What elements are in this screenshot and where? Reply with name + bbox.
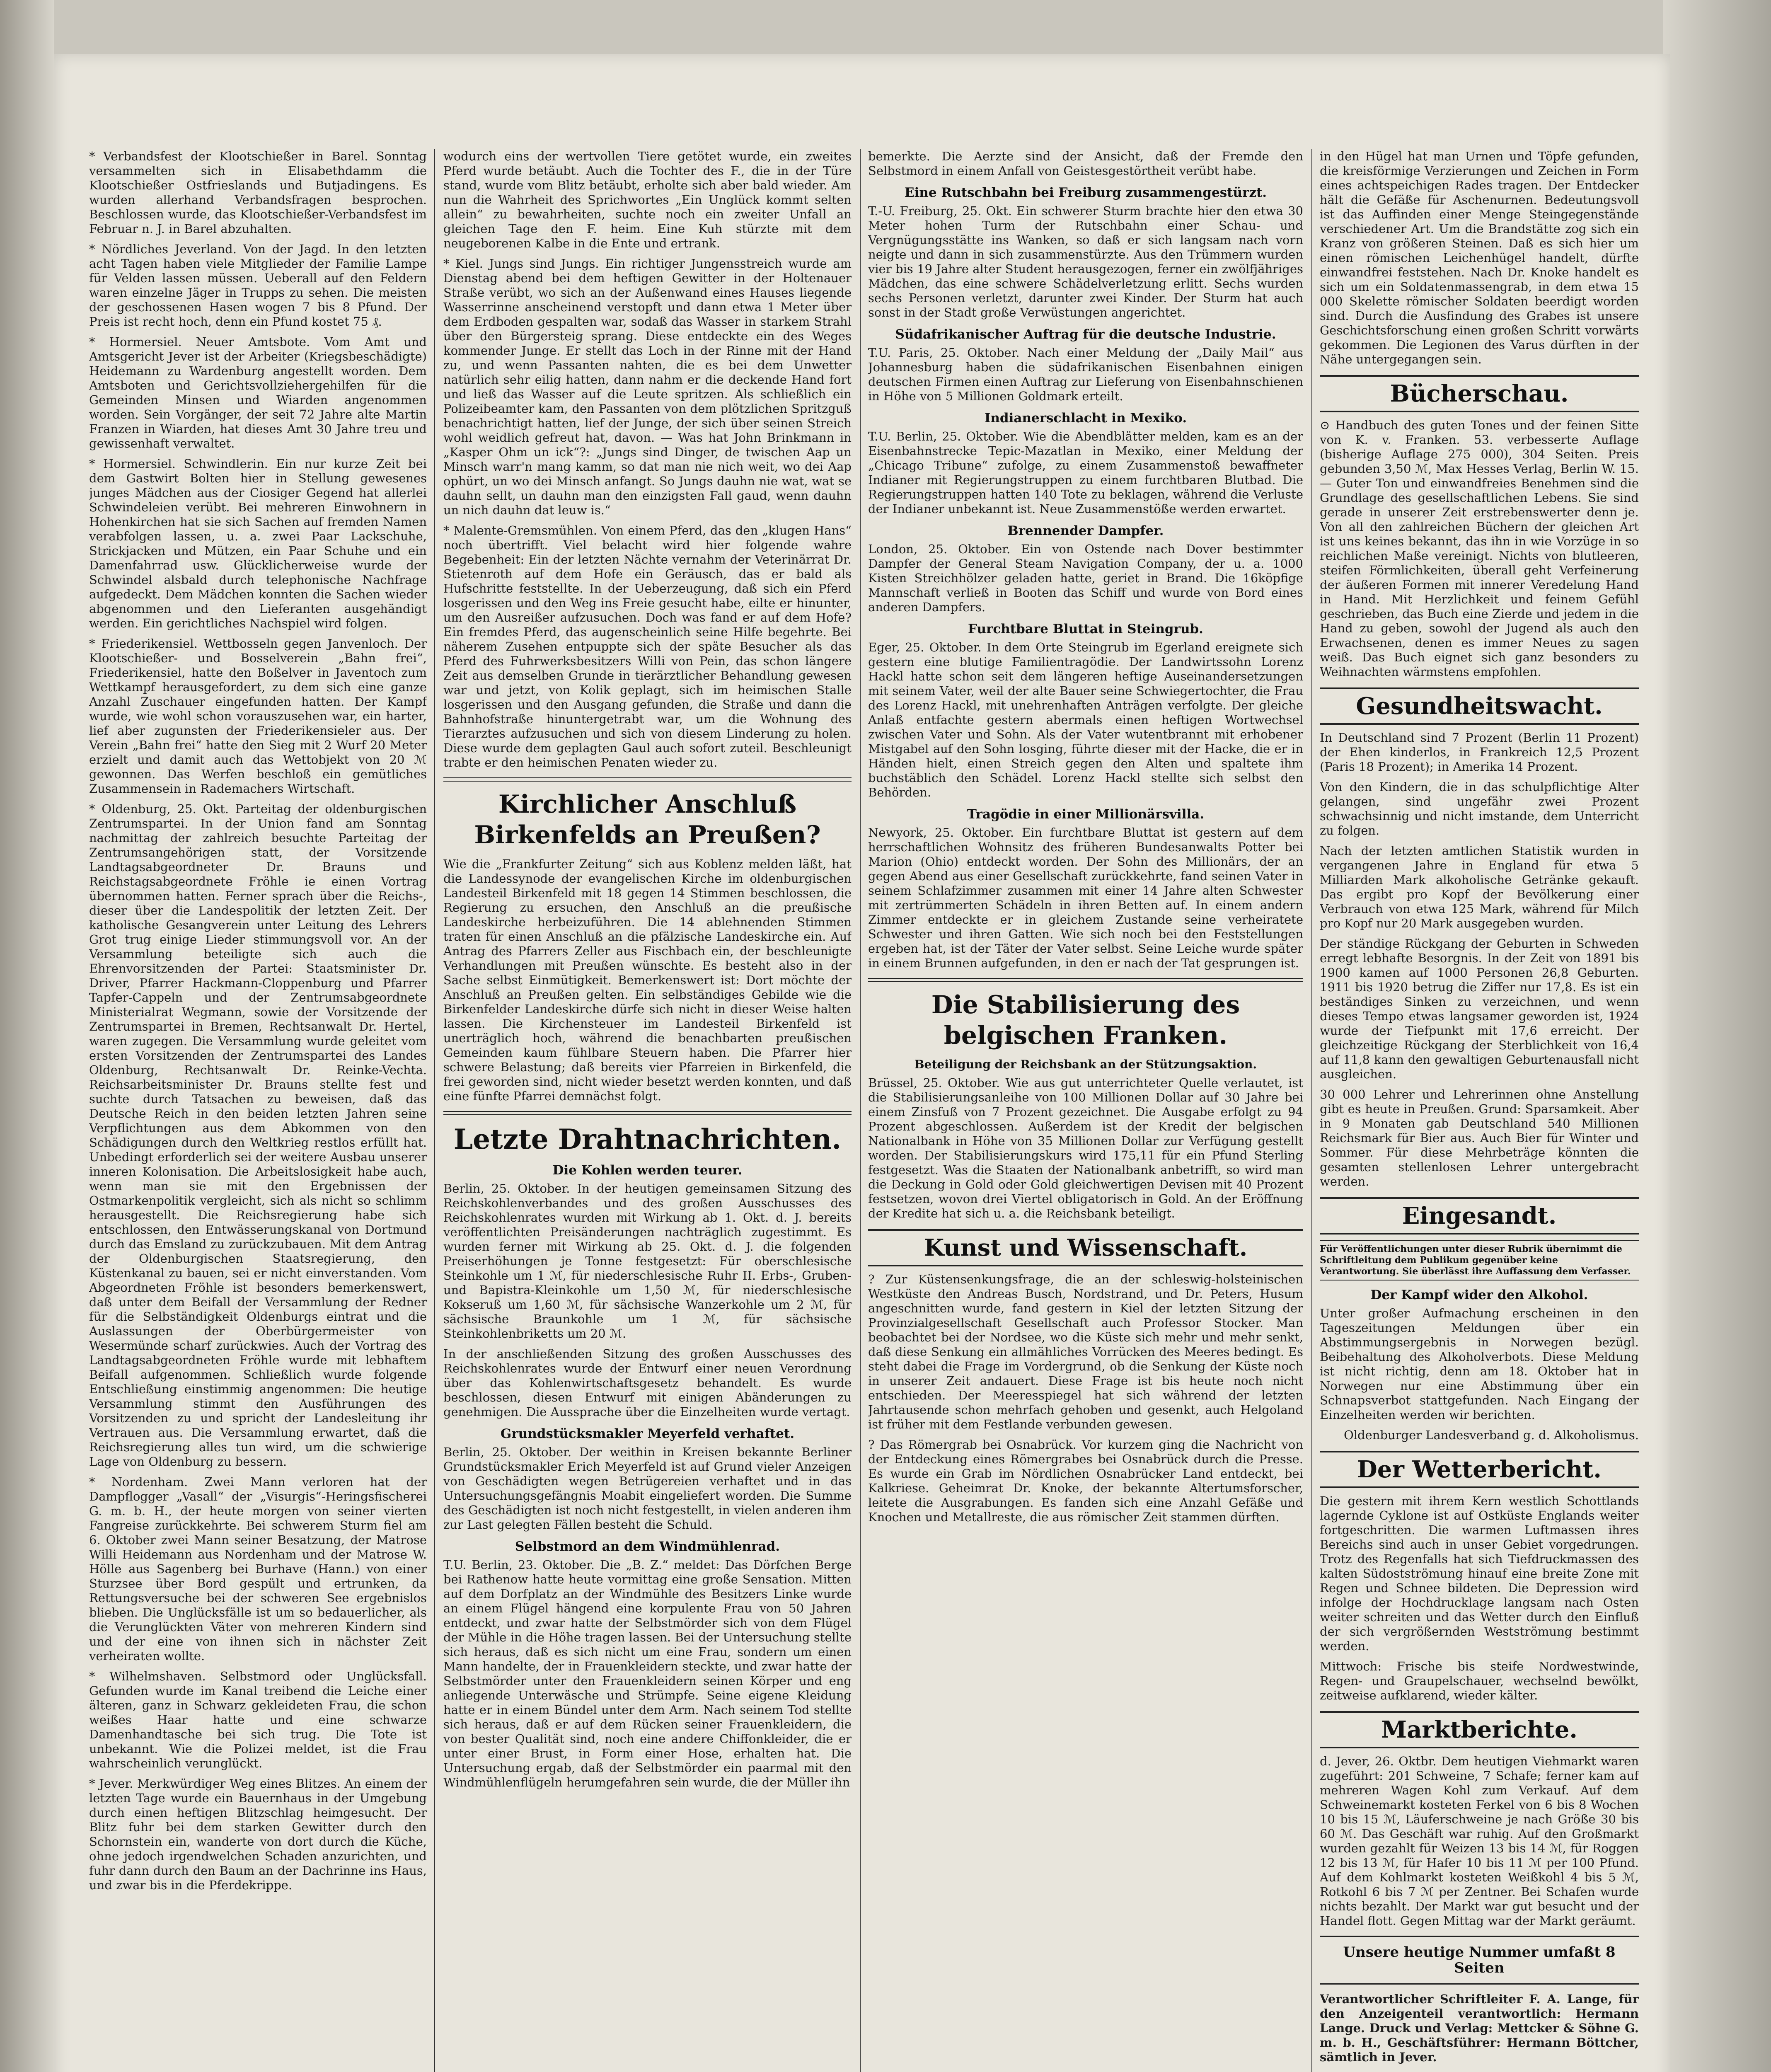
wire-item: T.U. Berlin, 23. Oktober. Die „B. Z.“ meldet: Das Dörfchen Berge bei Rathenow hatte heute vormittag eine große Sensation. Mitten auf dem Dorfplatz an der Windmühle des Besitzers Linke wurde an einem Flügel hängend eine korpulente Frau von 50 Jahren entdeckt, und zwar hatte der Selbstmörder sich von dem Flügel der Mühle in die Höhe tragen lassen. Bei der Untersuchung stellte sich heraus, daß es sich nicht um eine Frau, sondern um einen Mann handelte, der in Frauenkleidern steckte, und zwar hatte der Selbstmörder unter den Frauenkleidern seinen Körper und eng anliegende Unterwäsche und Strümpfe. Seine eigene Kleidung hatte er in einem Bündel unter dem Arm. Nach seinem Tod stellte sich heraus, daß er auf dem Rücken seiner Frauenkleidern, die von bester Qualität sind, noch eine andere Chiffonkleider, die er unter einer Brust, in Form einer Hose, erhalten hat. Die Untersuchung ergab, daß der Selbstmörder ein paarmal mit den Windmühlenflügeln herumgefahren sein wurde, die der Müller ihn [443,1558,852,1789]
wire-subheadline: Südafrikanischer Auftrag für die deutsche Industrie. [895,327,1276,342]
news-item: * Nordenham. Zwei Mann verloren hat der Dampflogger „Vasall“ der „Visurgis“-Heringsfischerei G. m. b. H., der heute morgen von seiner vierten Fangreise zurückkehrte. Bei schwerem Sturm fiel am 6. Oktober zwei Mann seiner Besatzung, der Matrose Willi Heidemann aus Nordenham und der Matrose W. Hölle aus Sagenberg bei Burhave (Hann.) von einer Sturzsee über Bord gespült und ertrunken, da Rettungsversuche bei der schweren See ergebnislos blieben. Die Unglücksfälle ist um so bedauerlicher, als die Verunglückten Väter von mehreren Kindern sind und der eine von ihnen sich in nächster Zeit verheiraten wollte. [89,1475,427,1663]
wire-subheadline: Die Kohlen werden teurer. [552,1163,743,1178]
news-item: * Hormersiel. Neuer Amtsbote. Vom Amt und Amtsgericht Jever ist der Arbeiter (Kriegsbeschädigte) Heidemann zu Wardenburg angestellt worden. Dem Amtsboten und Gerichtsvollziehergehilfen für die Gemeinden Minsen und Wiarden angenommen worden. Sein Vorgänger, der seit 72 Jahre alte Martin Franzen in Wiarden, hat dieses Amt 30 Jahre treu und gewissenhaft verwaltet. [89,335,427,450]
news-item: * Wilhelmshaven. Selbstmord oder Unglücksfall. Gefunden wurde im Kanal treibend die Leiche einer älteren, ganz in Schwarz gekleideten Frau, die schon weißes Haar hatte und eine schwarze Damenhandtasche bei sich trug. Die Tote ist unbekannt. Wie die Polizei meldet, ist die Frau wahrscheinlich verunglückt. [89,1669,427,1770]
culture-item: ? Zur Küstensenkungsfrage, die an der schleswig-holsteinischen Westküste den Andreas Busch, Nordstrand, und Dr. Peters, Husum angeschnitten wurde, fand gestern in Kiel der letzten Sitzung der Provinzialgesellschaft Gesellschaft auch Professor Stocker. Man beobachtet bei der Nordsee, wo die Küste sich mehr und mehr senkt, daß diese Senkung ein allmähliches Vorrücken des Meeres bedingt. Es steht dabei die Frage im Vordergrund, ob die Senkung der Küste noch in unserer Zeit andauert. Diese Frage ist bis heute noch nicht entschieden. Der Meeresspiegel hat sich während der letzten Jahrtausende schon mehrfach gehoben und gesenkt, auch Helgoland ist früher mit dem Festlande verbunden gewesen. [868,1272,1303,1431]
column-2 [443,149,852,2072]
weather-report: Die gestern mit ihrem Kern westlich Schottlands lagernde Cyklone ist auf Ostküste Englands weiter fortgeschritten. Die warmen Luftmassen ihres Bereichs sind auch in unser Gebiet vorgedrungen. Trotz des Regenfalls hat sich Tiefdruckmassen des kalten Südostströmung hinauf eine breite Zone mit Regen und Schnee bildeten. Die Depression wird infolge der Hochdrucklage langsam nach Osten weiter schreiten und das Wetter durch den Einfluß der sich vergrößernden Westströmung bestimmt werden. [1320,1494,1639,1653]
wire-subheadline: Eine Rutschbahn bei Freiburg zusammengestürzt. [904,185,1267,200]
scan-right-shadow [1663,0,1771,2072]
article-body: Brüssel, 25. Oktober. Wie aus gut unterrichteter Quelle verlautet, ist die Stabilisierungsanleihe von 100 Millionen Dollar auf 30 Jahre bei einem Zinsfuß von 7 Prozent gezeichnet. Die Ausgabe erfolgt zu 94 Prozent abgeschlossen. Außerdem ist der Kredit der belgischen Nationalbank in Höhe von 35 Millionen Dollar zur Verfügung gestellt worden. Der Stabilisierungskurs wird 175,11 für ein Pfund Sterling festgesetzt. Was die Staaten der Nationalbank anbetrifft, so wird man die Deckung in Gold oder Gold gleichwertigen Devisen mit 40 Prozent festsetzen, wovon drei Viertel obligatorisch in Gold. An der Eröffnung der Kredite hat sich u. a. die Reichsbank beteiligt. [868,1076,1303,1220]
wire-item: Eger, 25. Oktober. In dem Orte Steingrub im Egerland ereignete sich gestern eine blutige Familientragödie. Der Landwirtssohn Lorenz Hackl hatte schon seit dem längeren heftige Auseinandersetzungen mit seinem Vater, weil der alte Bauer seine Schwiegertochter, die Frau des Lorenz Hackl, mit unehrenhaften Anträgen verfolgte. Der gleiche Anlaß entfachte gestern abermals einen heftigen Wortwechsel zwischen Vater und Sohn. Als der Vater wutentbrannt mit erhobener Mistgabel auf den Sohn losging, führte dieser mit der Hacke, die er in Händen hielt, einen Streich gegen den Alten und spaltete ihm buchstäblich den Schädel. Lorenz Hackl stellte sich selbst den Behörden. [868,640,1303,799]
article-subheadline: Beteiligung der Reichsbank an der Stützungsaktion. [914,1058,1257,1071]
news-item: * Oldenburg, 25. Okt. Parteitag der oldenburgischen Zentrumspartei. In der Union fand am Sonntag nachmittag der zahlreich besuchte Parteitag der Zentrumsangehörigen statt, der Vorsitzende Landtagsabgeordneter Dr. Brauns und Reichstagsabgeordnete Fröhle ie einen Vortrag übernommen hatten. Ferner sprach über die Reichs-, dieser über die Landespolitik der letzten Zeit. Der katholische Gesangverein unter Leitung des Lehrers Grot trug einige Lieder stimmungsvoll vor. An der Versammlung beteiligte sich auch die Ehrenvorsitzenden der Partei: Staatsminister Dr. Driver, Pfarrer Hackmann-Cloppenburg und Pfarrer Tapfer-Cappeln und der Zentrumsabgeordnete Ministerialrat Wegmann, sowie der Vorsitzende der Zentrumspartei in Bremen, Rechtsanwalt Dr. Hertel, waren zugegen. Die Versammlung wurde geleitet vom ersten Vorsitzenden der Zentrumspartei des Landes Oldenburg, Rechtsanwalt Dr. Reinke-Vechta. Reichsarbeitsminister Dr. Brauns stellte fest und suchte durch Tatsachen zu beweisen, daß das Deutsche Reich in den beiden letzten Jahren seine Verpflichtungen aus dem Abkommen von den Schädigungen durch den Weltkrieg restlos erfüllt hat. Unbedingt erforderlich sei der weitere Ausbau unserer inneren Kolonisation. Die Arbeitslosigkeit habe auch, wenn man sie mit den Ergebnissen der Ostmarkenpolitik vergleicht, sich als nicht so schlimm herausgestellt. Die Reichsregierung habe sich entschlossen, den Entwässerungskanal von Dortmund durch das Emsland zu zurückzubauen. Mit dem Antrag der Oldenburgischen Staatsregierung, den Küstenkanal zu bauen, sei er nicht einverstanden. Vom Abgeordneten Fröhle ist besonders bemerkenswert, daß unter dem Beifall der Versammlung der Redner für die Selbständigkeit Oldenburgs eintrat und die Auslassungen der Oberbürgermeister von Wesermünde scharf zurückwies. Auch der Vortrag des Landtagsabgeordneten Fröhle wurde mit lebhaftem Beifall aufgenommen. Schließlich wurde folgende Entschließung einstimmig angenommen: Die heutige Versammlung stimmt den Ausführungen des Vorsitzenden zu und spricht der Landesleitung ihr Vertrauen aus. Die Versammlung erwartet, daß die Reichsregierung alles tun wird, um die schwierige Lage von Oldenburg zu bessern. [89,802,427,1469]
editorial-disclaimer: Für Veröffentlichungen unter dieser Rubrik übernimmt die Schriftleitung dem Publikum gegenüber keine Verantwortung. Sie überlässt ihre Auffassung dem Verfasser. [1320,1240,1639,1280]
culture-item: in den Hügel hat man Urnen und Töpfe gefunden, die kreisförmige Verzierungen und Zeichen in Form eines achtspeichigen Rades tragen. Der Entdecker hält die Gefäße für Aschenurnen. Bedeutungsvoll ist das Auffinden einer Menge Steingegenstände verschiedener Art. Um die Brandstätte zog sich ein Kranz von größeren Steinen. Daß es sich hier um einen römischen Leichenhügel handelt, dürfte einwandfrei feststehen. Nach Dr. Knoke handelt es sich um ein Soldatenmassengrab, in dem etwa 15 000 Skelette römischer Soldaten beerdigt worden sind. Durch die Ausfindung des Grabes ist unsere Geschichtsforschung einen großen Schritt vorwärts gekommen. Die Legionen des Varus dürften in der Nähe untergegangen sein. [1320,149,1639,366]
wire-subheadline: Tragödie in einer Millionärsvilla. [967,807,1205,822]
section-heading: Gesundheitswacht. [1320,687,1639,725]
wire-item: bemerkte. Die Aerzte sind der Ansicht, daß der Fremde den Selbstmord in einem Anfall von Geistesgestörtheit verübt habe. [868,149,1303,178]
market-report: d. Jever, 26. Oktbr. Dem heutigen Viehmarkt waren zugeführt: 201 Schweine, 7 Schafe; ferner kam auf mehreren Wagen Kohl zum Verkauf. Auf dem Schweinemarkt kosteten Ferkel von 6 bis 8 Wochen 10 bis 15 ℳ, Läuferschweine je nach Größe 30 bis 60 ℳ. Das Geschäft war ruhig. Auf den Großmarkt wurden gezahlt für Weizen 13 bis 14 ℳ, für Roggen 12 bis 13 ℳ, für Hafer 10 bis 11 ℳ per 100 Pfund. Auf dem Kohlmarkt kosteten Weißkohl 4 bis 5 ℳ, Rotkohl 6 bis 7 ℳ per Zentner. Bei Schafen wurde nichts bezahlt. Der Markt war gut besucht und der Handel flott. Gegen Mittag war der Markt geräumt. [1320,1754,1639,1928]
section-heading: Der Wetterbericht. [1320,1451,1639,1488]
section-divider [868,978,1303,982]
column-rule [434,149,435,2072]
article-headline: Kirchlicher Anschluß Birkenfelds an Preußen? [474,790,821,850]
issue-page-count: Unsere heutige Nummer umfaßt 8 Seiten [1343,1944,1616,1976]
article-headline: Die Stabilisierung des belgischen Franken. [931,990,1240,1050]
book-review: ⊙ Handbuch des guten Tones und der feinen Sitte von K. v. Franken. 53. verbesserte Auflage (bisherige Auflage 275 000), 304 Seiten. Preis gebunden 3,50 ℳ, Max Hesses Verlag, Berlin W. 15. — Guter Ton und einwandfreies Benehmen sind die Grundlage des gesellschaftlichen Lebens. Sie sind gerade in unserer Zeit erstrebenswerter denn je. Von all den zahlreichen Büchern der gleichen Art ist uns keines bekannt, das ihn in wie Vorzüge in so reichlichen Maße vereinigt. Nichts von blutleeren, steifen Förmlichkeiten, überall geht Verfeinerung der äußeren Formen mit innerer Veredelung Hand in Hand. Mit Herzlichkeit und feinem Gefühl geschrieben, das Buch eine Zierde und jedem in die Hand zu geben, sowohl der Jugend als auch den Erwachsenen, denen es immer Neues zu sagen weiß. Das Buch eignet sich ganz besonders zu Weihnachten wärmstens empfohlen. [1320,418,1639,679]
health-item: 30 000 Lehrer und Lehrerinnen ohne Anstellung gibt es heute in Preußen. Grund: Sparsamkeit. Aber in 9 Monaten gab Deutschland 540 Millionen Reichsmark für Bier aus. Auch Bier für Winter und Sommer. Für diese Mehrbeträge könnten die gesamten stellenlosen Lehrer untergebracht werden. [1320,1087,1639,1188]
wire-item: London, 25. Oktober. Ein von Ostende nach Dover bestimmter Dampfer der General Steam Navigation Company, der u. a. 1000 Kisten Streichhölzer geladen hatte, geriet in Brand. Die 16köpfige Mannschaft verließ in Booten das Schiff und wurde von Bord eines anderen Dampfers. [868,542,1303,614]
health-item: Nach der letzten amtlichen Statistik wurden in vergangenen Jahre in England für etwa 5 Milliarden Mark alkoholische Getränke gekauft. Das ergibt pro Kopf der Bevölkerung einer Verbrauch von etwa 125 Mark, während für Milch pro Kopf nur 20 Mark ausgegeben wurden. [1320,844,1639,930]
wire-subheadline: Brennender Dampfer. [1007,523,1164,538]
letter-signature: Oldenburger Landesverband g. d. Alkoholismus. [1343,1428,1639,1442]
wire-subheadline: Grundstücksmakler Meyerfeld verhaftet. [500,1426,795,1441]
wire-item: Newyork, 25. Oktober. Ein furchtbare Bluttat ist gestern auf dem herrschaftlichen Wohnsitz des früheren Bundesanwalts Potter bei Marion (Ohio) entdeckt worden. Der Sohn des Millionärs, der an gegen Abend aus einer Gesellschaft zurückkehrte, fand seinen Vater in seinem Schlafzimmer zusammen mit einer 14 Jahre alten Schwester mit zertrümmerten Schädeln in ihren Betten auf. In einem andern Zimmer entdeckte er in gleichem Zustande seine verheiratete Schwester und ihren Gatten. Wie sich noch bei den Feststellungen ergeben hat, ist der Täter der Vater selbst. Seine Leiche wurde später in einem Brunnen aufgefunden, in den er nach der Tat gesprungen ist. [868,825,1303,970]
section-heading: Eingesandt. [1320,1197,1639,1234]
news-item: * Hormersiel. Schwindlerin. Ein nur kurze Zeit bei dem Gastwirt Bolten hier in Stellung gewesenes junges Mädchen aus der Ciosiger Gegend hat allerlei Schwindeleien verübt. Bei mehreren Einwohnern in Hohenkirchen hat sie sich Sachen auf fremden Namen verabfolgen lassen, u. a. zwei Paar Lackschuhe, Strickjacken und Mützen, ein Paar Schuhe und ein Damenfahrrad usw. Glücklicherweise wurde der Schwindel alsbald durch telephonische Nachfrage aufgedeckt. Dem Mädchen konnten die Sachen wieder abgenommen und den Lieferanten ausgehändigt werden. Ein gerichtliches Nachspiel wird folgen. [89,457,427,630]
wire-item: T.U. Berlin, 25. Oktober. Wie die Abendblätter melden, kam es an der Eisenbahnstrecke Tepic-Mazatlan in Mexiko, einer Meldung der „Chicago Tribune“ zufolge, zu einem Zusammenstoß bewaffneter Indianer mit Regierungstruppen zu einem furchtbaren Blutbad. Die Regierungstruppen hatten 140 Tote zu beklagen, während die Verluste der Indianer unbekannt ist. Neue Zusammenstöße werden erwartet. [868,429,1303,516]
column-rule [860,149,861,2072]
news-item: * Kiel. Jungs sind Jungs. Ein richtiger Jungensstreich wurde am Dienstag abend bei dem heftigen Gewitter in der Holtenauer Straße verübt, wo sich an der Außenwand eines Hauses liegende Wasserrinne anscheinend verstopft und dann etwa 1 Meter über dem Erdboden gespalten war, sodaß das Wasser in starkem Strahl über den Bürgersteig sprang. Diese entdeckte ein des Weges kommender Junge. Er stellt das Loch in der Rinne mit der Hand zu, und wenn Passanten nahten, die es bei dem Unwetter natürlich sehr eilig hatten, dann nahm er die deckende Hand fort und ließ das Wasser auf die Leute spritzen. Als schließlich ein Polizeibeamter kam, den Passanten von dem plötzlichen Spritzguß benachrichtigt hatten, lief der Junge, der sich über seinen Streich wohl weidlich gefreut hat, davon. — Was hat John Brinkmann in „Kasper Ohm un ick“?: „Jungs sind Dinger, de twischen Aap un Minsch warr'n mang kamm, so dat man nie nich weit, wo dei Aap ophürt, un wo dei Minsch anfangt. So Jungs dauhn nie wat, wat se dauhn sellt, un dauhn man den einzigsten Fall gaud, wenn dauhn un nich dauhn dat leuw is.“ [443,257,852,517]
news-item: * Friederikensiel. Wettbosseln gegen Janvenloch. Der Klootschießer- und Bosselverein „Bahn frei“, Friederikensiel, hatte den Boßelver in Javentoch zum Wettkampf herausgefordert, zu dem sich eine ganze Anzahl Zuschauer eingefunden hatten. Der Kampf wurde, wie wohl schon vorauszusehen war, ein harter, lief aber zugunsten der Friederikensieler aus. Der Verein „Bahn frei“ hatte den Sieg mit 2 Wurf 20 Meter erzielt und damit auch das Wettobjekt von 20 ℳ gewonnen. Das Werfen beschloß ein gemütliches Zusammensein in Rademachers Wirtschaft. [89,637,427,796]
imprint: Verantwortlicher Schriftleiter F. A. Lange, für den Anzeigenteil verantwortlich: Hermann Lange. Druck und Verlag: Mettcker & Söhne G. m. b. H., Geschäftsführer: Hermann Böttcher, sämtlich in Jever. [1320,1992,1639,2064]
letter-body: Unter großer Aufmachung erscheinen in den Tageszeitungen Meldungen über ein Abstimmungsergebnis in Norwegen bezügl. Beibehaltung des Alkoholverbots. Diese Meldung ist nicht richtig, denn am 18. Oktober hat in Norwegen nur eine Abstimmung über ein Schnapsverbot stattgefunden. Nach Eingang der Einzelheiten werden wir berichten. [1320,1306,1639,1422]
column-1 [89,149,427,2072]
section-heading: Bücherschau. [1320,375,1639,412]
news-item: * Verbandsfest der Klootschießer in Barel. Sonntag versammelten sich in Elisabethdamm die Klootschießer Ostfrieslands und Butjadingens. Es wurden allerhand Verbandsfragen besprochen. Beschlossen wurde, das Klootschießer-Verbandsfest im Februar n. J. in Barel abzuhalten. [89,149,427,236]
section-heading: Marktberichte. [1320,1711,1639,1748]
wire-item: In der anschließenden Sitzung des großen Ausschusses des Reichskohlenrates wurde der Entwurf einer neuen Verordnung über das Kohlenwirtschaftsgesetz behandelt. Es wurde beschlossen, diesen Entwurf mit einigen Abänderungen zu genehmigen. Die Aussprache über die Einzelheiten wurde vertagt. [443,1347,852,1419]
wire-subheadline: Indianerschlacht in Mexiko. [984,411,1187,426]
news-item: * Malente-Gremsmühlen. Von einem Pferd, das den „klugen Hans“ noch übertrifft. Viel belacht wird hier folgende wahre Begebenheit: Ein der letzten Nächte vernahm der Veterinärrat Dr. Stietenroth auf dem Hofe ein Geräusch, das er bald als Hufschritte feststellte. In der Ueberzeugung, daß sich ein Pferd losgerissen und den Weg ins Freie gesucht habe, eilte er hinunter, um den Ausreißer aufzusuchen. Doch was fand er auf dem Hofe? Ein fremdes Pferd, das augenscheinlich seine Hilfe begehrte. Bei näherem Zusehen entpuppte sich der späte Besucher als das Pferd des Fuhrwerksbesitzers Willi von Pein, das schon längere Zeit aus demselben Grunde in tierärztlicher Behandlung gewesen war und jetzt, von Kolik geplagt, sich im heimischen Stalle losgerissen und den Ausgang gefunden, die Straße und dann die Bahnhofstraße hinuntergetrabt war, um die Wohnung des Tierarztes aufzusuchen und sich von diesem Linderung zu holen. Diese wurde dem geplagten Gaul auch sofort zuteil. Beschleunigt trabte er den heimischen Penaten wieder zu. [443,523,852,770]
wire-news-headline: Letzte Drahtnachrichten. [453,1123,842,1155]
column-3 [868,149,1303,2072]
section-divider [1320,1936,1639,1937]
weather-forecast: Mittwoch: Frische bis steife Nordwestwinde, Regen- und Graupelschauer, wechselnd bewölkt, zeitweise aufklarend, wieder kälter. [1320,1659,1639,1702]
health-item: Der ständige Rückgang der Geburten in Schweden erregt lebhafte Besorgnis. In der Zeit von 1891 bis 1900 kamen auf 1000 Personen 26,8 Geburten. 1911 bis 1920 betrug die Ziffer nur 17,8. Es ist ein beständiges Sinken zu verzeichnen, und wenn dieses Tempo etwas langsamer geworden ist, 1924 wurde der Tiefpunkt mit 17,6 erreicht. Der gleichzeitige Rückgang der Sterblichkeit von 16,4 auf 11,8 kann den gewaltigen Geburtenausfall nicht ausgleichen. [1320,937,1639,1081]
news-item: wodurch eins der wertvollen Tiere getötet wurde, ein zweites Pferd wurde betäubt. Auch die Tochter des F., die in der Türe stand, wurde vom Blitz betäubt, erholte sich aber bald wieder. Am nun die Wahrheit des Sprichwortes „Ein Unglück kommt selten allein“ zu bewahrheiten, suchte noch ein zweiter Unfall an gleichen Tage den F. heim. Eine Kuh stürzte mit dem neugeborenen Kalbe in die Ente und ertrank. [443,149,852,250]
wire-subheadline: Selbstmord an dem Windmühlenrad. [515,1539,780,1554]
wire-item: Berlin, 25. Oktober. Der weithin in Kreisen bekannte Berliner Grundstücksmakler Erich Meyerfeld ist auf Grund vieler Anzeigen von Geschädigten wegen Betrügereien verhaftet und in das Untersuchungsgefängnis Moabit eingeliefert worden. Die Summe des Geschädigten ist noch nicht festgestellt, in vielen anderen ihm zur Last gelegten Fällen besteht die Schuld. [443,1445,852,1532]
wire-subheadline: Furchtbare Bluttat in Steingrub. [968,622,1203,637]
scan-binding-edge [0,0,54,2072]
page-content [89,149,1639,2072]
news-item: * Nördliches Jeverland. Von der Jagd. In den letzten acht Tagen haben viele Mitglieder der Familie Lampe für Velden lassen müssen. Ueberall auf den Feldern waren einzelne Jäger in Trupps zu sehen. Die meisten der geschossenen Hasen wogen 7 bis 8 Pfund. Der Preis ist recht hoch, denn ein Pfund kostet 75 ₰. [89,242,427,329]
column-4 [1320,149,1639,2072]
culture-item: ? Das Römergrab bei Osnabrück. Vor kurzem ging die Nachricht von der Entdeckung eines Römergrabes bei Osnabrück durch die Presse. Es wurde ein Grab im Nördlichen Osnabrücker Land entdeckt, bei Kalkriese. Geheimrat Dr. Knoke, der bekannte Altertumsforscher, leitete die Ausgrabungen. Es fanden sich eine Anzahl Gefäße und Knochen und Metallreste, die aus römischer Zeit stammen dürften. [868,1438,1303,1524]
wire-item: T.U. Paris, 25. Oktober. Nach einer Meldung der „Daily Mail“ aus Johannesburg haben die südafrikanischen Eisenbahnen einigen deutschen Firmen einen Auftrag zur Lieferung von Eisenbahnschienen in Höhe von 5 Millionen Goldmark erteilt. [868,346,1303,403]
article-body: Wie die „Frankfurter Zeitung“ sich aus Koblenz melden läßt, hat die Landessynode der evangelischen Kirche im oldenburgischen Landesteil Birkenfeld mit 18 gegen 14 Stimmen beschlossen, die Regierung zu ersuchen, den Anschluß an die preußische Landeskirche herbeizuführen. Die 14 ablehnenden Stimmen traten für einen Anschluß an die pfälzische Landeskirche ein. Auf Antrag des Pfarrers Zeller aus Fischbach ein, der beschleunigte Verhandlungen mit Preußen wünschte. Es besteht also in der Sache selbst Einmütigkeit. Bemerkenswert ist: Dort möchte der Anschluß an Preußen gelten. Ein selbständiges Gebilde wie die Birkenfelder Landeskirche dürfe sich nicht in dieser Weise halten lassen. Die Kirchensteuer im Landesteil Birkenfeld ist unerträglich hoch, während die benachbarten preußischen Gemeinden kaum fühlbare Steuern haben. Die Pfarrer hier schwere Belastung; daß bereits vier Pfarreien in Birkenfeld, die frei geworden sind, nicht wieder besetzt werden konnten, und daß eine fünfte Pfarrei demnächst folgt. [443,857,852,1103]
section-heading: Kunst und Wissenschaft. [868,1229,1303,1266]
letter-subheadline: Der Kampf wider den Alkohol. [1370,1288,1588,1302]
health-item: In Deutschland sind 7 Prozent (Berlin 11 Prozent) der Ehen kinderlos, in Frankreich 12,5 Prozent (Paris 18 Prozent); in Amerika 14 Prozent. [1320,731,1639,774]
wire-item: Berlin, 25. Oktober. In der heutigen gemeinsamen Sitzung des Reichskohlenverbandes und des großen Ausschusses des Reichskohlenrates wurden mit Wirkung ab 1. Okt. d. J. bereits veröffentlichten Preisänderungen nachträglich zugestimmt. Es wurden ferner mit Wirkung ab 25. Okt. d. J. die folgenden Preiserhöhungen je Tonne festgesetzt: Für oberschlesische Steinkohle um 1 ℳ, für niederschlesische Ruhr II. Erbs-, Gruben- und Bapistra-Kleinkohle um 1,50 ℳ, für niederschlesische Kokseruß um 1,60 ℳ, für sächsische Wanzerkohle um 2 ℳ, für sächsische Braunkohle um 1 ℳ, für sächsische Steinkohlenbriketts um 20 ℳ. [443,1181,852,1341]
column-rule [1311,149,1312,2072]
section-divider [1320,1983,1639,1985]
news-item: * Jever. Merkwürdiger Weg eines Blitzes. An einem der letzten Tage wurde ein Bauernhaus in der Umgebung durch einen heftigen Blitzschlag heimgesucht. Der Blitz fuhr bei dem starken Gewitter durch den Schornstein ein, wanderte von dort durch die Küche, ohne jedoch irgendwelchen Schaden anzurichten, und fuhr dann durch den Baum an der Dachrinne ins Haus, und zwar bis in die Pferdekrippe. [89,1777,427,1892]
wire-item: T.-U. Freiburg, 25. Okt. Ein schwerer Sturm brachte hier den etwa 30 Meter hohen Turm der Rutschbahn einer Schau- und Vergnügungsstätte ins Wanken, so daß er sich langsam nach vorn neigte und dann in sich zusammenstürzte. Aus den Trümmern wurden vier bis 19 Jahre alter Student herausgezogen, ferner ein zwölfjähriges Mädchen, das eine schwere Schädelverletzung erlitt. Sechs wurden sechs Personen verletzt, darunter zwei Kinder. Der Sturm hat auch sonst in der Stadt große Verwüstungen angerichtet. [868,204,1303,320]
health-item: Von den Kindern, die in das schulpflichtige Alter gelangen, sind ungefähr zwei Prozent schwachsinnig und nicht imstande, dem Unterricht zu folgen. [1320,780,1639,838]
section-divider [443,1111,852,1115]
section-divider [443,777,852,782]
